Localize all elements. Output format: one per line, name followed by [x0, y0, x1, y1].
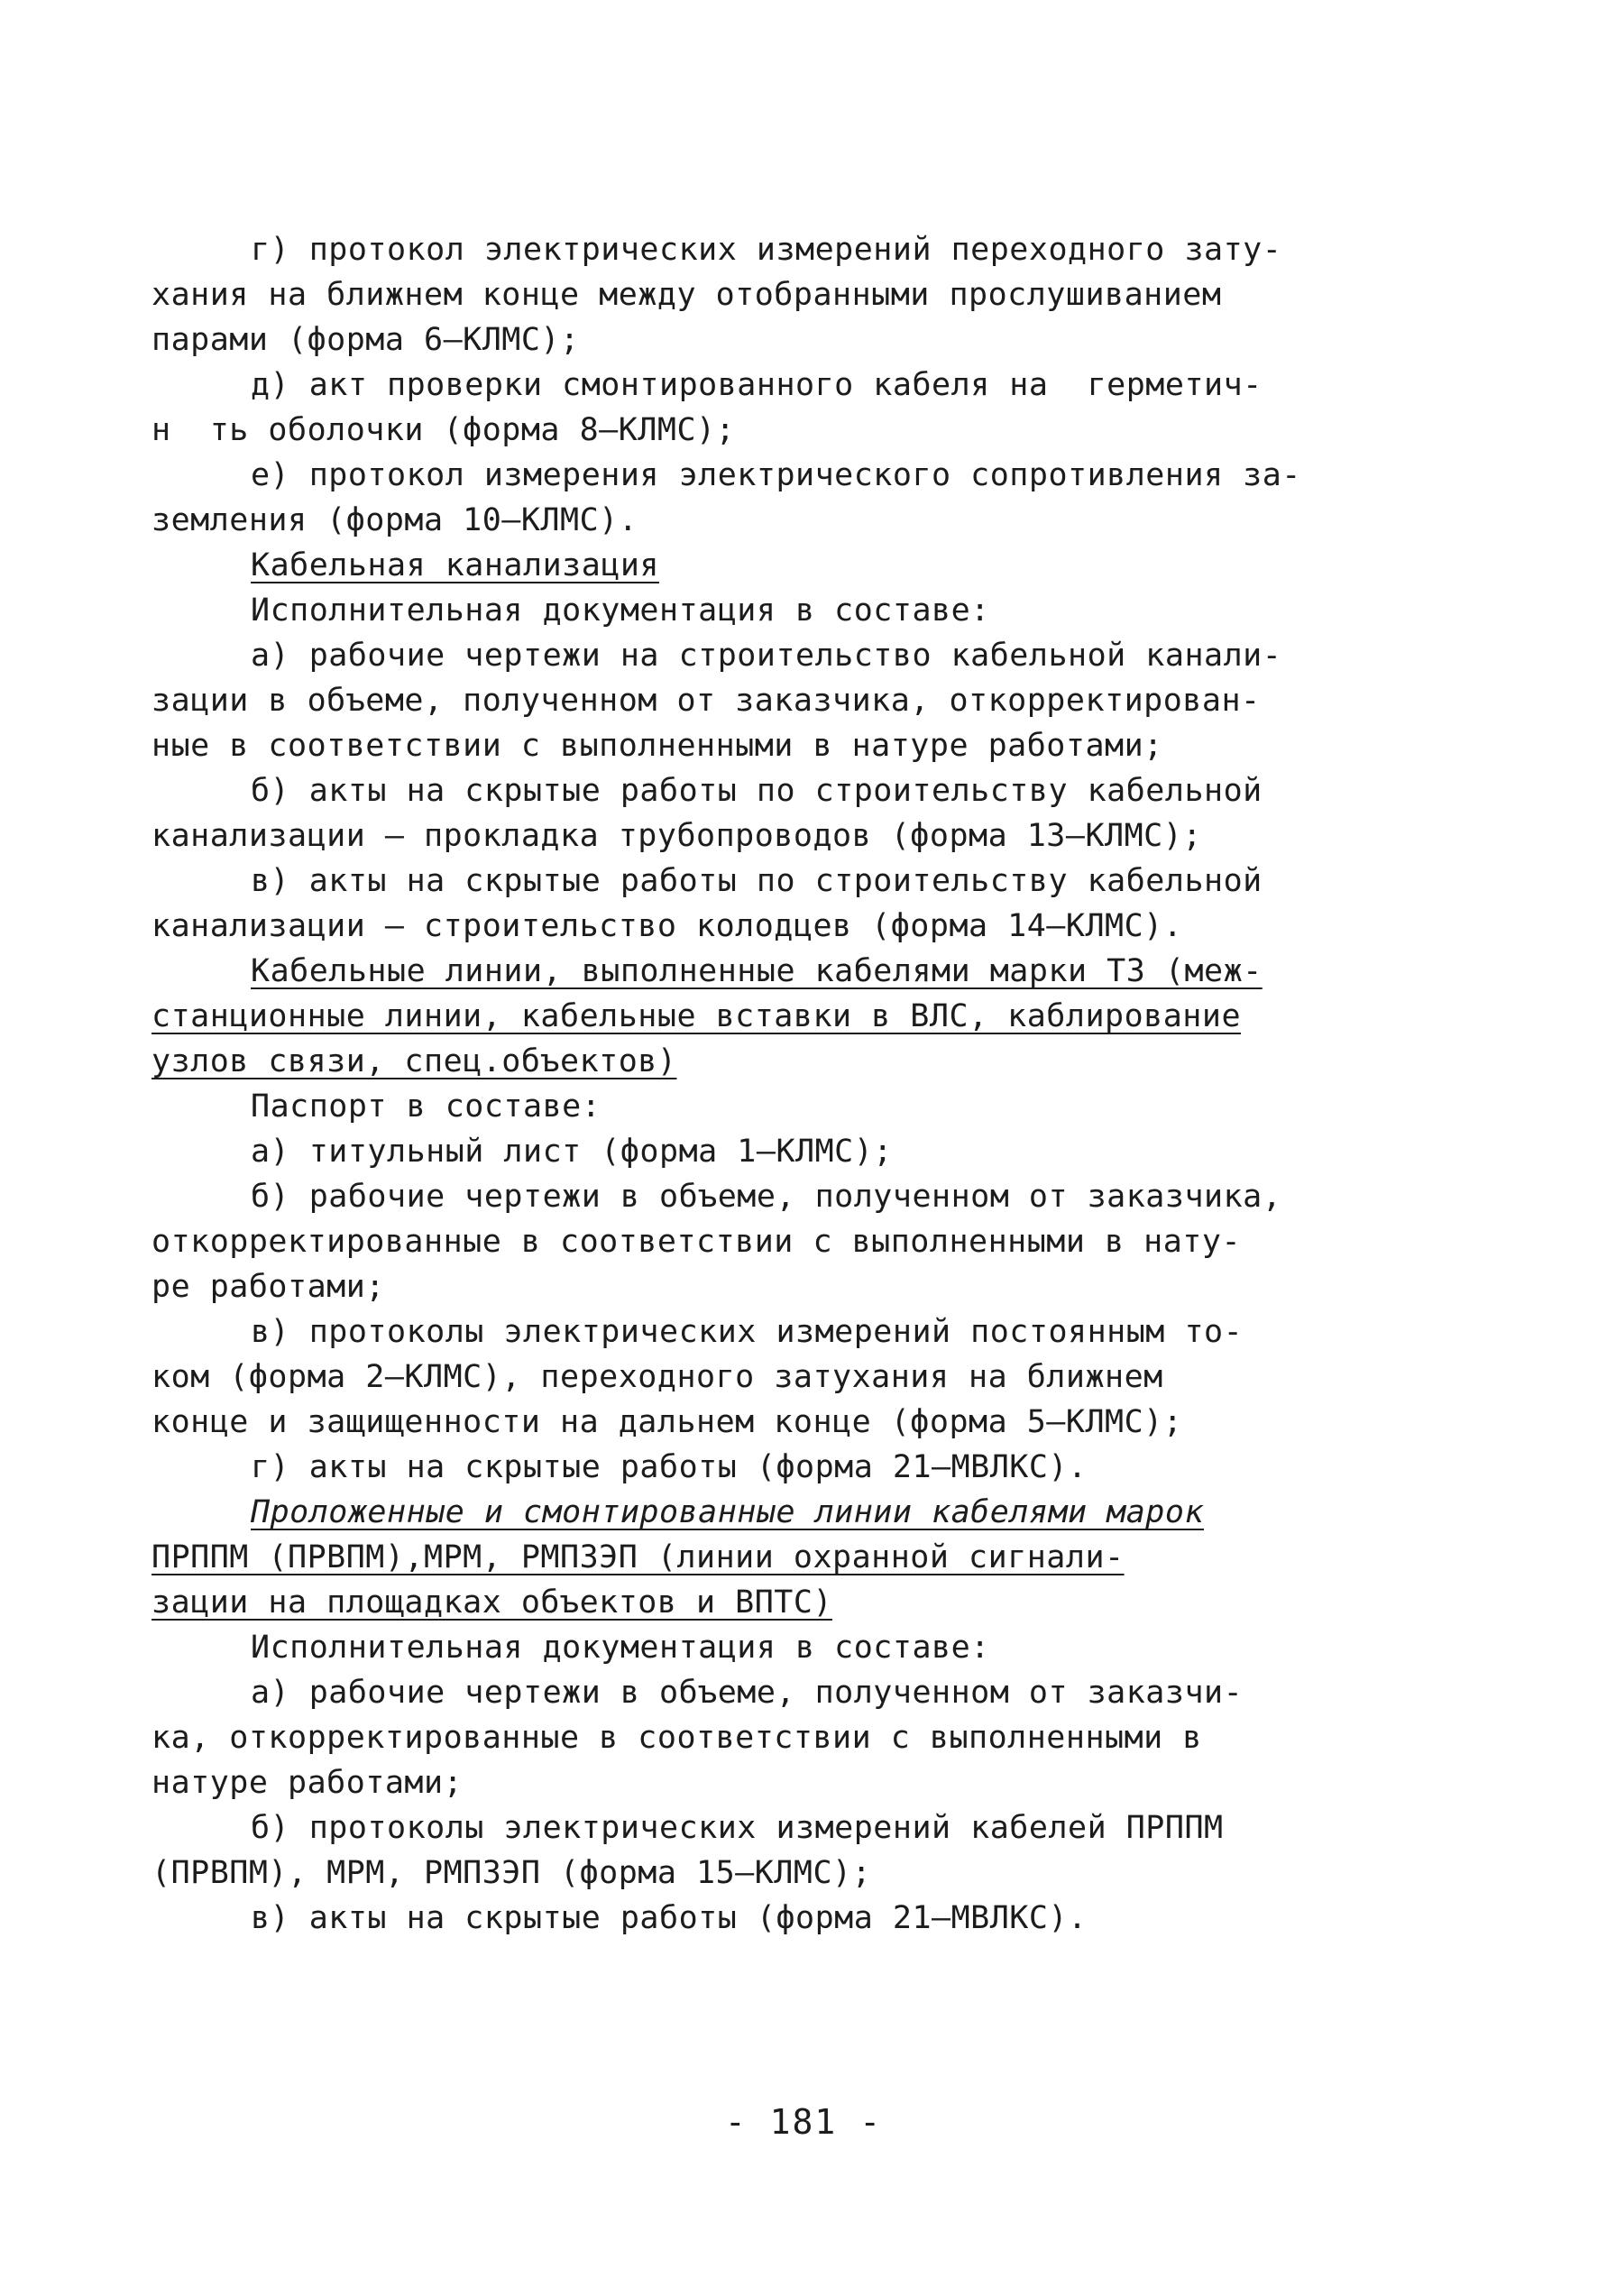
text-line: Паспорт в составе:: [251, 1088, 601, 1125]
page-number: - 181 -: [724, 2102, 883, 2142]
text-line: б) акты на скрытые работы по строительству кабельной: [251, 773, 1263, 809]
text-line: в) акты на скрытые работы (форма 21–МВЛКС).: [251, 1900, 1088, 1936]
text-line: конце и защищенности на дальнем конце (форма 5–КЛМС);: [152, 1404, 1183, 1440]
text-line: парами (форма 6–КЛМС);: [152, 322, 580, 358]
text-line: в) протоколы электрических измерений постоянным то-: [251, 1314, 1244, 1350]
section-heading: Кабельные линии, выполненные кабелями марки ТЗ (меж-: [251, 953, 1263, 989]
section-heading: ПРППМ (ПРВПМ),МРМ, РМПЗЭП (линии охранной сигнали-: [152, 1539, 1125, 1575]
text-line: натуре работами;: [152, 1765, 464, 1801]
text-line: а) рабочие чертежи на строительство кабельной канали-: [251, 638, 1282, 674]
text-line: е) протокол измерения электрического сопротивления за-: [251, 457, 1301, 493]
text-line: ре работами;: [152, 1269, 385, 1305]
text-line: зации в объеме, полученном от заказчика, откорректирован-: [152, 683, 1261, 719]
text-line: д) акт проверки смонтированного кабеля на герметич-: [251, 367, 1263, 403]
text-line: ком (форма 2–КЛМС), переходного затухания на ближнем: [152, 1359, 1163, 1395]
text-line: б) протоколы электрических измерений кабелей ПРППМ: [251, 1810, 1224, 1846]
text-line: канализации – прокладка трубопроводов (форма 13–КЛМС);: [152, 818, 1202, 854]
text-line: (ПРВПМ), МРМ, РМПЗЭП (форма 15–КЛМС);: [152, 1855, 872, 1891]
text-line: Исполнительная документация в составе:: [251, 592, 990, 629]
text-line: г) протокол электрических измерений переходного зату-: [251, 232, 1282, 268]
section-heading: станционные линии, кабельные вставки в ВЛС, каблирование: [152, 998, 1242, 1034]
text-line: ка, откорректированные в соответствии с выполненными в: [152, 1720, 1202, 1756]
text-line: земления (форма 10–КЛМС).: [152, 502, 638, 538]
text-line: а) рабочие чертежи в объеме, полученном от заказчи-: [251, 1675, 1244, 1711]
section-heading: зации на площадках объектов и ВПТС): [152, 1584, 833, 1621]
text-line: б) рабочие чертежи в объеме, полученном от заказчика,: [251, 1179, 1282, 1215]
text-line: а) титульный лист (форма 1–КЛМС);: [251, 1134, 893, 1170]
text-line: откорректированные в соответствии с выполненными в нату-: [152, 1224, 1242, 1260]
text-line: ные в соответствии с выполненными в натуре работами;: [152, 728, 1163, 764]
text-line: в) акты на скрытые работы по строительству кабельной: [251, 863, 1263, 899]
section-heading: узлов связи, спец.объектов): [152, 1043, 677, 1079]
text-line: н ть оболочки (форма 8–КЛМС);: [152, 412, 736, 448]
text-line: Исполнительная документация в составе:: [251, 1630, 990, 1666]
text-line: канализации – строительство колодцев (форма 14–КЛМС).: [152, 908, 1183, 944]
text-line: хания на ближнем конце между отобранными прослушиванием: [152, 277, 1222, 313]
section-heading: Проложенные и смонтированные линии кабелями марок: [251, 1494, 1205, 1530]
section-heading: Кабельная канализация: [251, 547, 660, 583]
text-line: г) акты на скрытые работы (форма 21–МВЛКС).: [251, 1449, 1088, 1485]
